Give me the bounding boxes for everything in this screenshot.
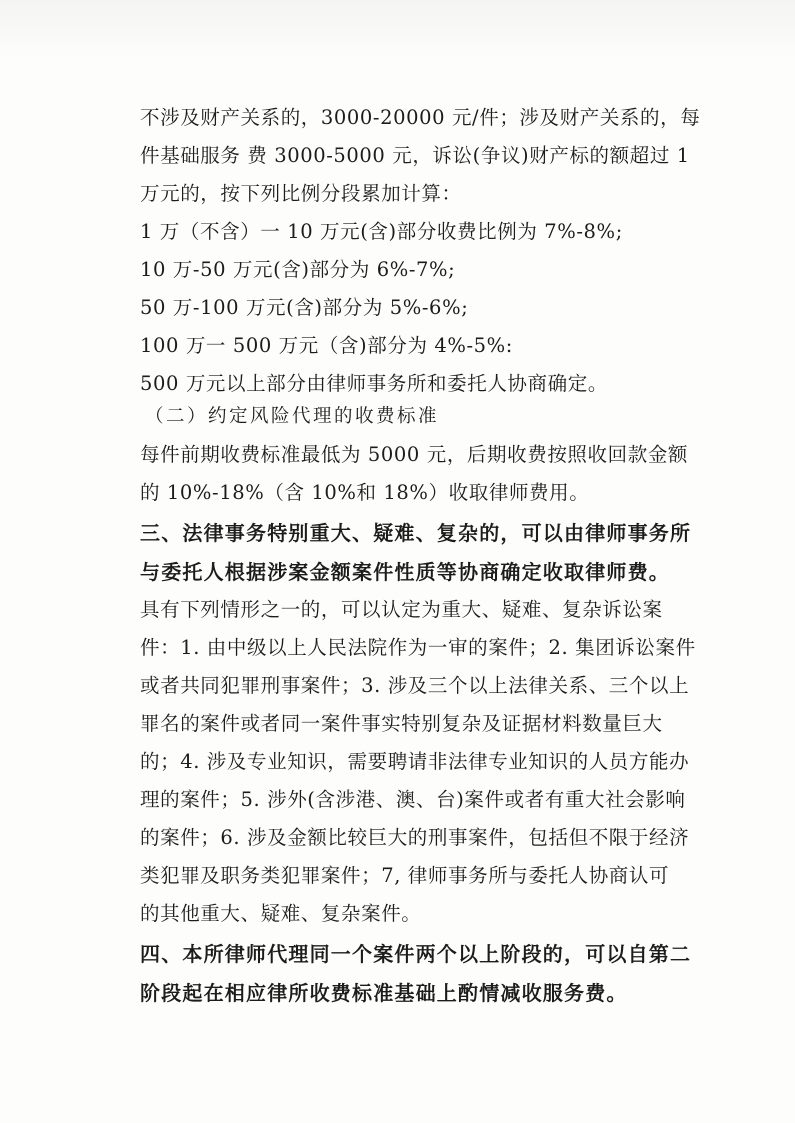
text-line-4: 1 万（不含）一 10 万元(含)部分收费比例为 7%-8%; [140,220,623,243]
text-line-22: 的其他重大、疑难、复杂案件。 [140,902,422,925]
text-line-17: 罪名的案件或者同一案件事实特别复杂及证据材料数量巨大 [140,712,663,735]
section-heading-4-line-1: 四、本所律师代理同一个案件两个以上阶段的，可以自第二 [140,942,692,966]
text-line-6: 50 万-100 万元(含)部分为 5%-6%; [140,296,469,319]
text-line-2: 件基础服务 费 3000-5000 元，诉讼(争议)财产标的额超过 1 [140,144,690,167]
section-heading-4-line-2: 阶段起在相应律所收费标准基础上酌情减收服务费。 [140,981,628,1005]
text-line-10: 每件前期收费标准最低为 5000 元，后期收费按照收回款金额 [140,443,689,466]
text-line-3: 万元的，按下列比例分段累加计算： [140,182,462,205]
section-heading-3-line-1: 三、法律事务特别重大、疑难、复杂的，可以由律师事务所 [140,521,692,545]
section-heading-3-line-2: 与委托人根据涉案金额案件性质等协商确定收取律师费。 [140,560,670,584]
text-line-14: 具有下列情形之一的，可以认定为重大、疑难、复杂诉讼案 [140,598,663,621]
text-line-16: 或者共同犯罪刑事案件；3. 涉及三个以上法律关系、三个以上 [140,674,690,697]
text-line-11: 的 10%-18%（含 10%和 18%）收取律师费用。 [140,481,590,504]
text-line-18: 的；4. 涉及专业知识，需要聘请非法律专业知识的人员方能办 [140,750,690,773]
text-line-5: 10 万-50 万元(含)部分为 6%-7%; [140,258,456,281]
text-line-21: 类犯罪及职务类犯罪案件；7, 律师事务所与委托人协商认可 [140,864,670,887]
text-line-20: 的案件；6. 涉及金额比较巨大的刑事案件，包括但不限于经济 [140,826,690,849]
text-line-1: 不涉及财产关系的，3000-20000 元/件；涉及财产关系的，每 [140,106,701,129]
section-heading-risk-agency: （二）约定风险代理的收费标准 [145,406,440,427]
text-line-7: 100 万一 500 万元（含)部分为 4%-5%: [140,334,513,357]
scan-shadow [0,0,795,60]
text-line-19: 理的案件；5. 涉外(含涉港、澳、台)案件或者有重大社会影响 [140,788,686,811]
text-line-15: 件：1. 由中级以上人民法院作为一审的案件；2. 集团诉讼案件 [140,636,696,659]
text-line-8: 500 万元以上部分由律师事务所和委托人协商确定。 [140,372,608,395]
